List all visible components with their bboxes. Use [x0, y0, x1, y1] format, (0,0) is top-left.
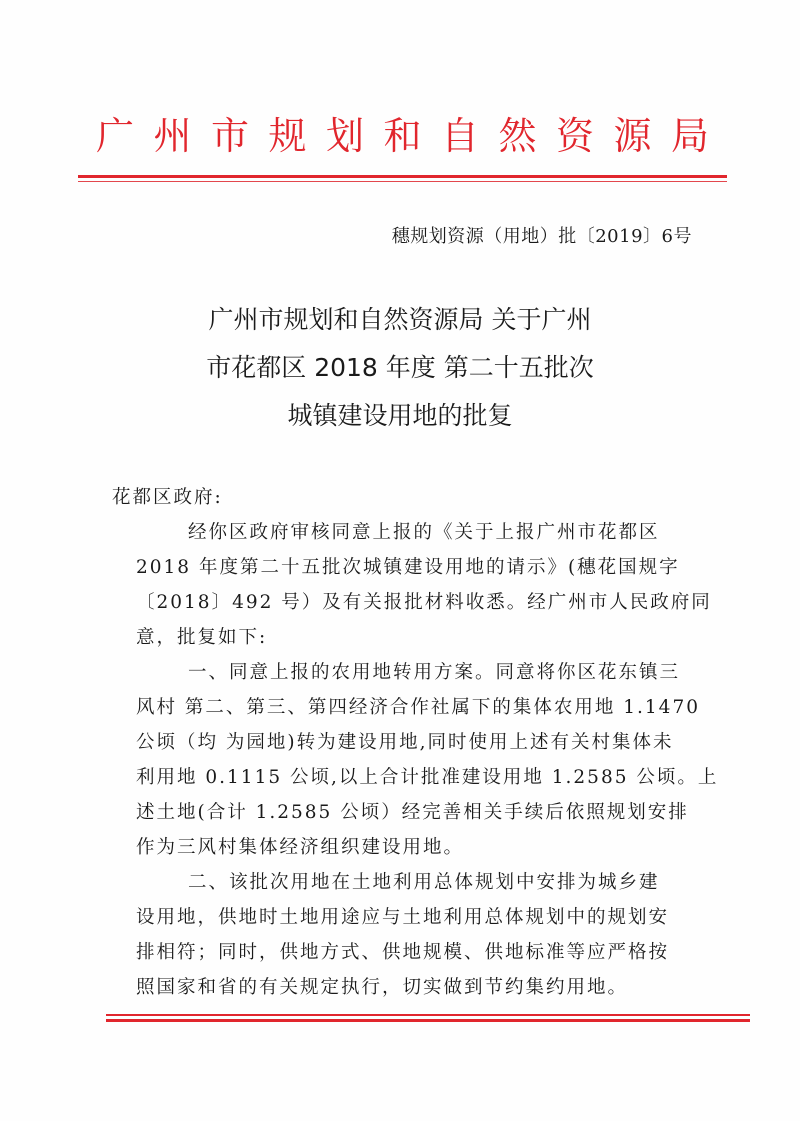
body-line: 一、同意上报的农用地转用方案。同意将你区花东镇三 — [188, 662, 681, 683]
document-body — [112, 480, 719, 1005]
masthead-org-name: 广州市规划和自然资源局 — [96, 114, 729, 158]
masthead-rule-thin — [78, 181, 727, 182]
title-line: 广州市规划和自然资源局 关于广州 — [208, 305, 592, 334]
footer-rule-thick — [106, 1019, 750, 1022]
body-line: 照国家和省的有关规定执行，切实做到节约集约用地。 — [136, 977, 629, 998]
masthead-rule-thick — [78, 175, 727, 178]
body-line: 〔2018〕492 号）及有关报批材料收悉。经广州市人民政府同 — [136, 592, 712, 613]
body-line: 利用地 0.1115 公顷,以上合计批准建设用地 1.2585 公顷。上 — [136, 767, 719, 788]
document-number: 穗规划资源（用地）批〔2019〕6号 — [391, 226, 692, 247]
body-line: 风村 第二、第三、第四经济合作社属下的集体农用地 1.1470 — [136, 697, 700, 718]
title-line: 城镇建设用地的批复 — [287, 401, 513, 430]
body-line: 排相符；同时，供地方式、供地规模、供地标准等应严格按 — [136, 942, 670, 963]
title-line: 市花都区 2018 年度 第二十五批次 — [206, 353, 594, 382]
body-line: 设用地，供地时土地用途应与土地利用总体规划中的规划安 — [136, 907, 670, 928]
body-line: 经你区政府审核同意上报的《关于上报广州市花都区 — [188, 522, 660, 543]
footer-rule-thin — [106, 1014, 750, 1016]
body-line: 二、该批次用地在土地利用总体规划中安排为城乡建 — [188, 872, 660, 893]
body-line: 意，批复如下: — [136, 627, 268, 648]
body-line: 述土地(合计 1.2585 公顷）经完善相关手续后依照规划安排 — [136, 802, 689, 823]
body-line: 2018 年度第二十五批次城镇建设用地的请示》(穗花国规字 — [136, 557, 680, 578]
document-title — [150, 296, 650, 440]
body-line: 作为三风村集体经济组织建设用地。 — [136, 837, 465, 858]
body-line: 公顷（均 为园地)转为建设用地,同时使用上述有关村集体未 — [136, 732, 674, 753]
salutation: 花都区政府: — [112, 487, 223, 508]
